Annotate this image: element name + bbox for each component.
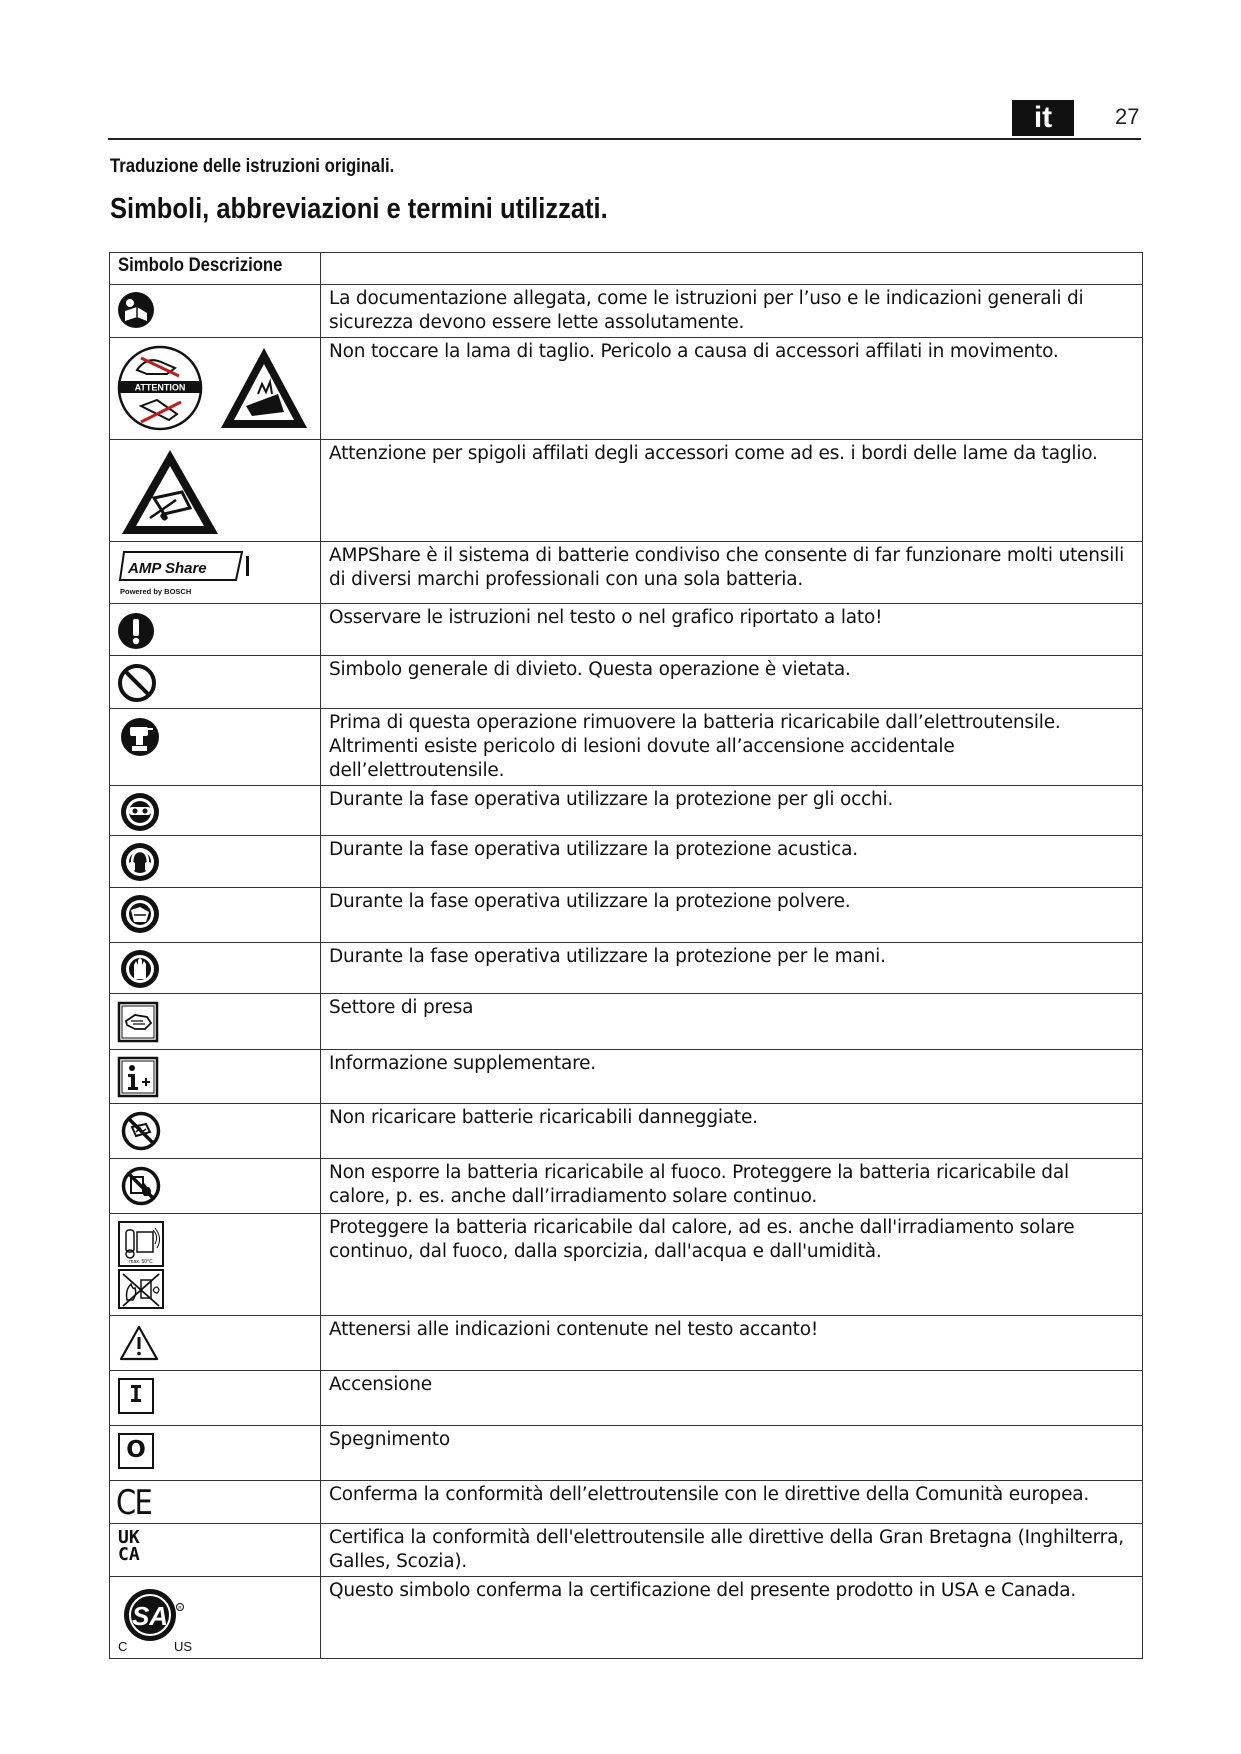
description-cell: Durante la fase operativa utilizzare la protezione acustica.	[321, 836, 1143, 888]
page-title: Simboli, abbreviazioni e termini utilizzati.	[110, 193, 608, 225]
description-cell: Prima di questa operazione rimuovere la batteria ricaricabile dall’elettroutensile. Altrimenti esiste pericolo di lesioni dovute all’accensione accidentale dell’elettroutensile.	[321, 709, 1143, 786]
table-row	[110, 542, 1143, 604]
sharp-edge-warning-icon	[120, 448, 220, 536]
power-on-icon: I	[118, 1378, 154, 1414]
description-cell: Non esporre la batteria ricaricabile al fuoco. Proteggere la batteria ricaricabile dal calore, p. es. anche dall’irradiamento solare continuo.	[321, 1159, 1143, 1214]
symbol-cell	[110, 1050, 321, 1104]
prohibition-icon	[117, 663, 157, 703]
svg-text:AMP Share: AMP Share	[128, 560, 207, 577]
symbol-cell	[110, 604, 321, 656]
description-cell: Spegnimento	[321, 1426, 1143, 1481]
table-row	[110, 338, 1143, 440]
ukca-mark-icon	[118, 1529, 140, 1563]
symbol-cell	[110, 440, 321, 542]
symbol-cell	[110, 1316, 321, 1371]
description-cell: Questo simbolo conferma la certificazione del presente prodotto in USA e Canada.	[321, 1577, 1143, 1659]
description-cell: AMPShare è il sistema di batterie condiviso che consente di far funzionare molti utensili di diversi marchi professionali con una sola batteria.	[321, 542, 1143, 604]
eye-protection-icon	[120, 792, 160, 832]
svg-text:US: US	[174, 1639, 193, 1653]
description-cell: Osservare le istruzioni nel testo o nel grafico riportato a lato!	[321, 604, 1143, 656]
symbol-cell	[110, 709, 321, 786]
svg-text:ATTENTION: ATTENTION	[134, 382, 186, 393]
symbol-cell	[110, 1371, 321, 1426]
blade-attention-icon	[117, 344, 203, 432]
svg-text:C: C	[118, 1639, 128, 1653]
table-row	[110, 1104, 1143, 1159]
svg-text:Powered by BOSCH: Powered by BOSCH	[120, 587, 192, 596]
description-cell: Non ricaricare batterie ricaricabili danneggiate.	[321, 1104, 1143, 1159]
table-row	[110, 709, 1143, 786]
read-manual-icon	[117, 291, 155, 329]
dust-mask-icon	[120, 894, 160, 934]
description-cell: Proteggere la batteria ricaricabile dal calore, ad es. anche dall'irradiamento solare continuo, dal fuoco, dalla sporcizia, dall'acqua e dall'umidità.	[321, 1214, 1143, 1316]
symbol-cell	[110, 1159, 321, 1214]
description-cell: Durante la fase operativa utilizzare la protezione per gli occhi.	[321, 786, 1143, 836]
symbol-cell	[110, 888, 321, 943]
info-plus-icon	[117, 1056, 159, 1098]
symbol-cell	[110, 836, 321, 888]
symbol-cell	[110, 994, 321, 1050]
symbol-cell	[110, 786, 321, 836]
description-cell: Non toccare la lama di taglio. Pericolo a causa di accessori affilati in movimento.	[321, 338, 1143, 440]
symbol-cell	[110, 542, 321, 604]
description-cell: Attenersi alle indicazioni contenute nel testo accanto!	[321, 1316, 1143, 1371]
description-cell: Accensione	[321, 1371, 1143, 1426]
power-off-icon: O	[118, 1433, 154, 1469]
description-cell: Durante la fase operativa utilizzare la protezione per le mani.	[321, 943, 1143, 994]
table-row	[110, 1426, 1143, 1481]
table-row	[110, 656, 1143, 709]
no-fire-battery-icon	[120, 1165, 162, 1207]
symbol-cell	[110, 1214, 321, 1316]
table-row	[110, 1481, 1143, 1524]
symbol-cell	[110, 943, 321, 994]
description-cell: La documentazione allegata, come le istruzioni per l’uso e le indicazioni generali di sicurezza devono essere lette assolutamente.	[321, 285, 1143, 338]
symbol-cell	[110, 1524, 321, 1577]
table-row	[110, 1577, 1143, 1659]
table-row	[110, 604, 1143, 656]
description-cell: Certifica la conformità dell'elettroutensile alle direttive della Gran Bretagna (Inghilterra, Galles, Scozia).	[321, 1524, 1143, 1577]
symbol-cell	[110, 1104, 321, 1159]
description-cell: Settore di presa	[321, 994, 1143, 1050]
sharp-blade-warning-icon	[218, 344, 310, 432]
description-cell: Attenzione per spigoli affilati degli accessori come ad es. i bordi delle lame da taglio.	[321, 440, 1143, 542]
table-row	[110, 1159, 1143, 1214]
csa-mark-icon	[116, 1583, 206, 1653]
svg-text:max. 50°C: max. 50°C	[129, 1259, 153, 1265]
symbol-cell	[110, 1426, 321, 1481]
gloves-icon	[120, 949, 160, 989]
symbol-cell	[110, 338, 321, 440]
table-row	[110, 1316, 1143, 1371]
table-row	[110, 994, 1143, 1050]
table-row	[110, 440, 1143, 542]
exclamation-icon	[117, 612, 155, 650]
table-row	[110, 285, 1143, 338]
page-header	[108, 100, 1141, 140]
svg-text:R: R	[178, 1605, 182, 1610]
no-charge-damaged-battery-icon	[120, 1110, 162, 1152]
battery-temperature-icon	[117, 1220, 165, 1310]
table-row	[110, 943, 1143, 994]
symbol-cell	[110, 1577, 321, 1659]
table-row	[110, 1050, 1143, 1104]
description-cell: Conferma la conformità dell’elettroutensile con le direttive della Comunità europea.	[321, 1481, 1143, 1524]
page-number: 27	[1115, 104, 1140, 129]
ear-protection-icon	[120, 842, 160, 882]
ukca-bottom: CA	[118, 1544, 140, 1565]
description-cell: Durante la fase operativa utilizzare la protezione polvere.	[321, 888, 1143, 943]
symbol-cell	[110, 285, 321, 338]
table-row	[110, 1371, 1143, 1426]
grip-area-icon	[117, 1001, 159, 1043]
table-row	[110, 786, 1143, 836]
symbol-cell	[110, 656, 321, 709]
table-header: Simbolo Descrizione	[110, 253, 321, 285]
table-row	[110, 1214, 1143, 1316]
description-cell: Simbolo generale di divieto. Questa operazione è vietata.	[321, 656, 1143, 709]
ukca-top: UK	[118, 1527, 140, 1548]
translation-note: Traduzione delle istruzioni originali.	[110, 156, 395, 177]
table-header-row	[110, 253, 1143, 285]
table-row	[110, 1524, 1143, 1577]
table-row	[110, 836, 1143, 888]
warning-triangle-icon	[119, 1324, 159, 1362]
svg-text:SA: SA	[131, 1601, 169, 1631]
table-header-empty	[321, 253, 1143, 285]
symbol-cell	[110, 1481, 321, 1524]
description-cell: Informazione supplementare.	[321, 1050, 1143, 1104]
table-row	[110, 888, 1143, 943]
ce-mark-icon: CE	[116, 1483, 152, 1523]
language-badge: it	[1012, 100, 1074, 136]
symbols-table	[109, 252, 1143, 1659]
remove-battery-icon	[120, 717, 160, 757]
ampshare-logo-icon	[118, 548, 258, 598]
